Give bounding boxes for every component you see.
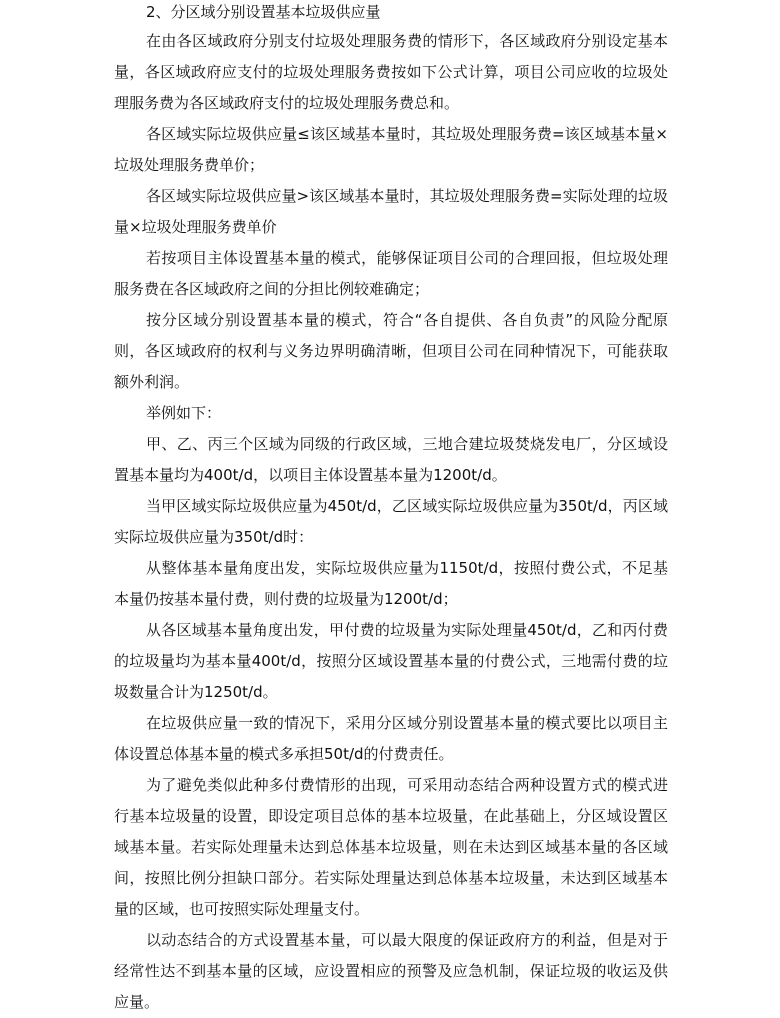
paragraph-regional-mode: 按分区域分别设置基本量的模式，符合“各自提供、各自负责”的风险分配原则，各区域政府的权利与义务边界明确清晰，但项目公司在同种情况下，可能获取额外利润。 — [114, 311, 668, 391]
paragraph-project-mode: 若按项目主体设置基本量的模式，能够保证项目公司的合理回报，但垃圾处理服务费在各区域政府之间的分担比例较难确定； — [114, 249, 668, 298]
document-body — [114, 26, 668, 1018]
paragraph-overall-view: 从整体基本量角度出发，实际垃圾供应量为1150t/d，按照付费公式，不足基本量仍按基本量付费，则付费的垃圾量为1200t/d； — [114, 559, 668, 608]
paragraph-above-base: 各区域实际垃圾供应量>该区域基本量时，其垃圾处理服务费=实际处理的垃圾量×垃圾处理服务费单价 — [114, 187, 668, 236]
paragraph-conclusion: 以动态结合的方式设置基本量，可以最大限度的保证政府方的利益，但是对于经常性达不到基本量的区域，应设置相应的预警及应急机制，保证垃圾的收运及供应量。 — [114, 931, 668, 1011]
paragraph-example-setup: 甲、乙、丙三个区域为同级的行政区域，三地合建垃圾焚烧发电厂，分区域设置基本量均为400t/d，以项目主体设置基本量为1200t/d。 — [114, 435, 668, 484]
paragraph-regional-view: 从各区域基本量角度出发，甲付费的垃圾量为实际处理量450t/d，乙和丙付费的垃圾量均为基本量400t/d，按照分区域设置基本量的付费公式，三地需付费的垃圾数量合计为1250t/d。 — [114, 621, 668, 701]
section-heading: 2、分区域分别设置基本垃圾供应量 — [146, 3, 381, 21]
paragraph-example-intro: 举例如下： — [146, 404, 222, 422]
paragraph-below-base: 各区域实际垃圾供应量≤该区域基本量时，其垃圾处理服务费=该区域基本量×垃圾处理服务费单价； — [114, 125, 668, 174]
paragraph-example-supply: 当甲区域实际垃圾供应量为450t/d，乙区域实际垃圾供应量为350t/d，丙区域实际垃圾供应量为350t/d时： — [114, 497, 668, 546]
paragraph-comparison: 在垃圾供应量一致的情况下，采用分区域分别设置基本量的模式要比以项目主体设置总体基本量的模式多承担50t/d的付费责任。 — [114, 714, 668, 763]
paragraph-fee-calculation: 在由各区域政府分别支付垃圾处理服务费的情形下，各区域政府分别设定基本量，各区域政府应支付的垃圾处理服务费按如下公式计算，项目公司应收的垃圾处理服务费为各区域政府支付的垃圾处理服务费总和。 — [114, 32, 668, 112]
paragraph-dynamic-mode: 为了避免类似此种多付费情形的出现，可采用动态结合两种设置方式的模式进行基本垃圾量的设置，即设定项目总体的基本垃圾量，在此基础上，分区域设置区域基本量。若实际处理量未达到总体基本垃圾量，则在未达到区域基本量的各区域间，按照比例分担缺口部分。若实际处理量达到总体基本垃圾量，未达到区域基本量的区域，也可按照实际处理量支付。 — [114, 776, 668, 918]
